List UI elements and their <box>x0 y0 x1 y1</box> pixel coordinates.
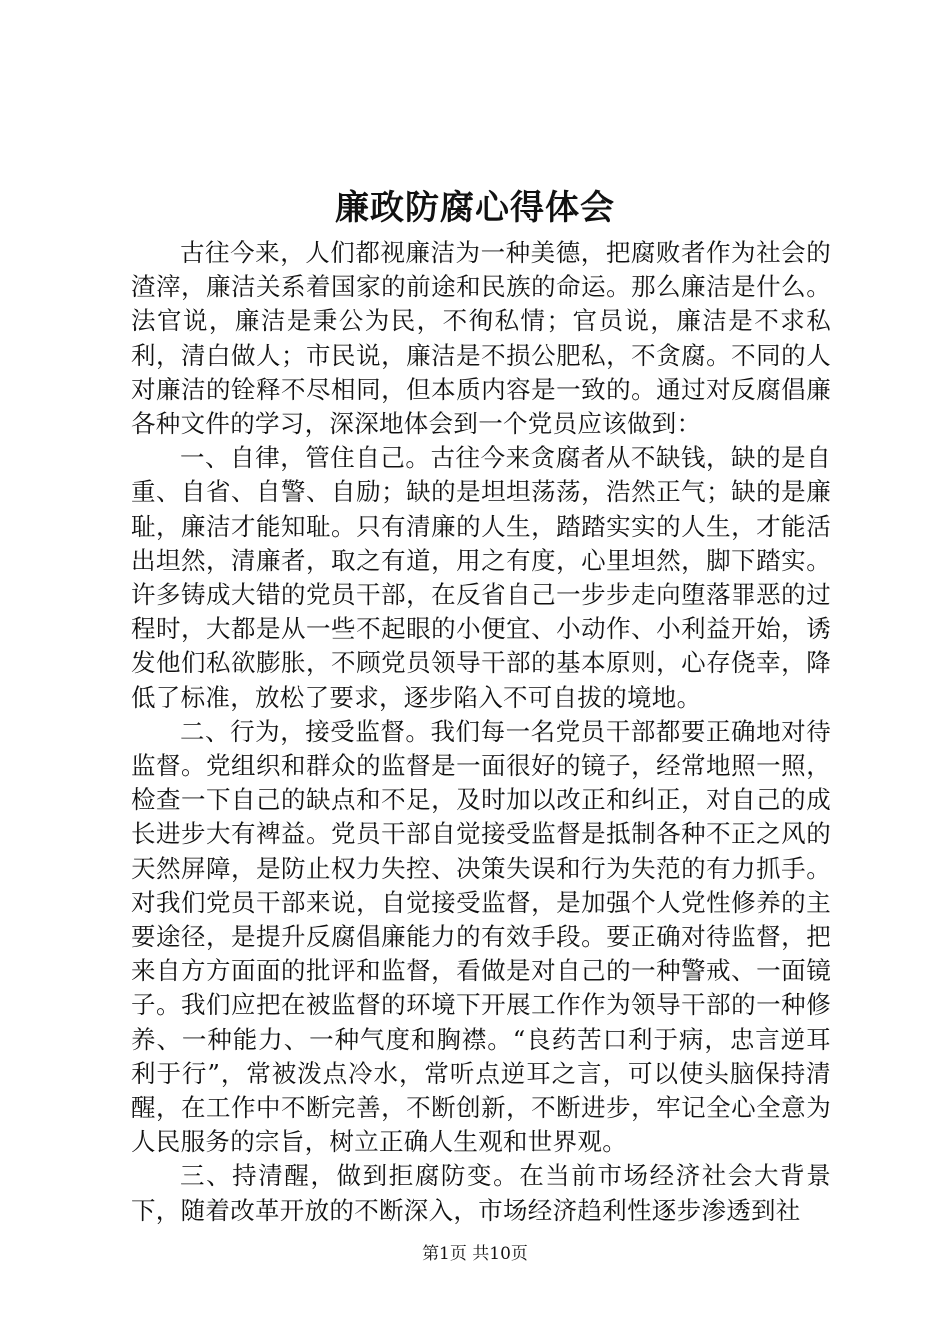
paragraph-intro: 古往今来，人们都视廉洁为一种美德，把腐败者作为社会的渣滓，廉洁关系着国家的前途和民族的命运。那么廉洁是什么。法官说，廉洁是秉公为民，不徇私情；官员说，廉洁是不求私利，清白做人；市民说，廉洁是不损公肥私，不贪腐。不同的人对廉洁的铨释不尽相同，但本质内容是一致的。通过对反腐倡廉各种文件的学习，深深地体会到一个党员应该做到： <box>131 238 831 439</box>
paragraph-self-discipline: 一、自律，管住自己。古往今来贪腐者从不缺钱，缺的是自重、自省、自警、自励；缺的是坦坦荡荡，浩然正气；缺的是廉耻，廉洁才能知耻。只有清廉的人生，踏踏实实的人生，才能活出坦然，清廉者，取之有道，用之有度，心里坦然，脚下踏实。许多铸成大错的党员干部，在反省自己一步步走向堕落罪恶的过程时，大都是从一些不起眼的小便宜、小动作、小利益开始，诱发他们私欲膨胀，不顾党员领导干部的基本原则，心存侥幸，降低了标准，放松了要求，逐步陷入不可自拔的境地。 <box>131 443 831 712</box>
paragraph-accept-supervision: 二、行为，接受监督。我们每一名党员干部都要正确地对待监督。党组织和群众的监督是一面很好的镜子，经常地照一照，检查一下自己的缺点和不足，及时加以改正和纠正，对自己的成长进步大有裨益。党员干部自觉接受监督是抵制各种不正之风的天然屏障，是防止权力失控、决策失误和行为失范的有力抓手。对我们党员干部来说，自觉接受监督，是加强个人党性修养的主要途径，是提升反腐倡廉能力的有效手段。要正确对待监督，把来自方方面面的批评和监督，看做是对自己的一种警戒、一面镜子。我们应把在被监督的环境下开展工作作为领导干部的一种修养、一种能力、一种气度和胸襟。“良药苦口利于病，忠言逆耳利于行”，常被泼点冷水，常听点逆耳之言，可以使头脑保持清醒，在工作中不断完善，不断创新，不断进步，牢记全心全意为人民服务的宗旨，树立正确人生观和世界观。 <box>131 716 831 1157</box>
document-body <box>131 236 831 1228</box>
page-number-footer: 第1页 共10页 <box>422 1244 528 1264</box>
paragraph-stay-sober: 三、持清醒，做到拒腐防变。在当前市场经济社会大背景下，随着改革开放的不断深入，市场经济趋利性逐步渗透到社 <box>131 1161 831 1225</box>
document-title: 廉政防腐心得体会 <box>335 188 615 228</box>
